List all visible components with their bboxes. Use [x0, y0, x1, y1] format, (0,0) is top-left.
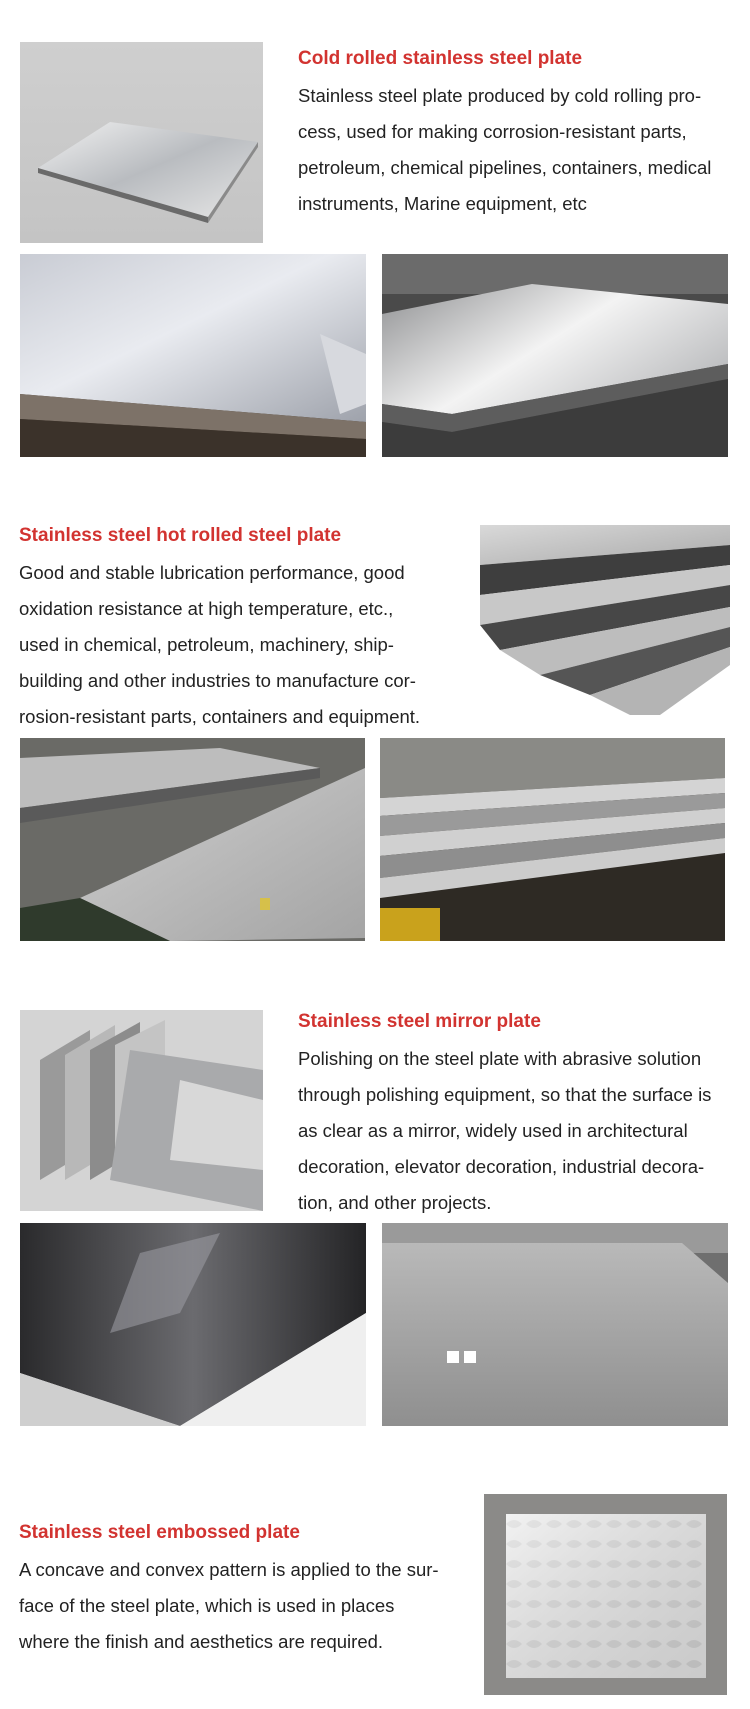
hot-rolled-photo-1	[20, 738, 365, 941]
section-title: Stainless steel hot rolled steel plate	[19, 525, 342, 546]
cold-rolled-plate-image	[20, 42, 263, 243]
embossed-plate-image	[484, 1494, 727, 1695]
description-line: oxidation resistance at high temperature, etc.,	[19, 598, 394, 619]
mirror-photo-2	[382, 1223, 728, 1426]
description-line: instruments, Marine equipment, etc	[298, 193, 587, 214]
section-title: Cold rolled stainless steel plate	[298, 48, 583, 69]
description-line: decoration, elevator decoration, industrial decora-	[298, 1156, 705, 1177]
description-line: cess, used for making corrosion-resistant parts,	[298, 121, 687, 142]
description-line: Good and stable lubrication performance, good	[19, 562, 405, 583]
description-line: petroleum, chemical pipelines, containers, medical	[298, 157, 712, 178]
section-description	[19, 555, 459, 735]
description-line: as clear as a mirror, widely used in architectural	[298, 1120, 688, 1141]
section-title: Stainless steel embossed plate	[19, 1522, 300, 1543]
description-line: face of the steel plate, which is used in places	[19, 1595, 395, 1616]
description-line: where the finish and aesthetics are required.	[19, 1631, 384, 1652]
cold-rolled-photo-1	[20, 254, 366, 457]
hot-rolled-plate-image	[480, 525, 730, 715]
description-line: used in chemical, petroleum, machinery, ship-	[19, 634, 394, 655]
description-line: rosion-resistant parts, containers and equipment.	[19, 706, 421, 727]
hot-rolled-photo-2	[380, 738, 725, 941]
section-description	[19, 1552, 459, 1660]
section-title: Stainless steel mirror plate	[298, 1011, 541, 1032]
description-line: Stainless steel plate produced by cold rolling pro-	[298, 85, 702, 106]
description-line: A concave and convex pattern is applied to the sur-	[19, 1559, 439, 1580]
description-line: through polishing equipment, so that the surface is	[298, 1084, 712, 1105]
mirror-photo-1	[20, 1223, 366, 1426]
cold-rolled-photo-2	[382, 254, 728, 457]
description-line: tion, and other projects.	[298, 1192, 492, 1213]
description-line: Polishing on the steel plate with abrasive solution	[298, 1048, 702, 1069]
section-description	[298, 78, 738, 222]
mirror-plate-image	[20, 1010, 263, 1211]
description-line: building and other industries to manufacture cor-	[19, 670, 416, 691]
section-description	[298, 1041, 738, 1221]
